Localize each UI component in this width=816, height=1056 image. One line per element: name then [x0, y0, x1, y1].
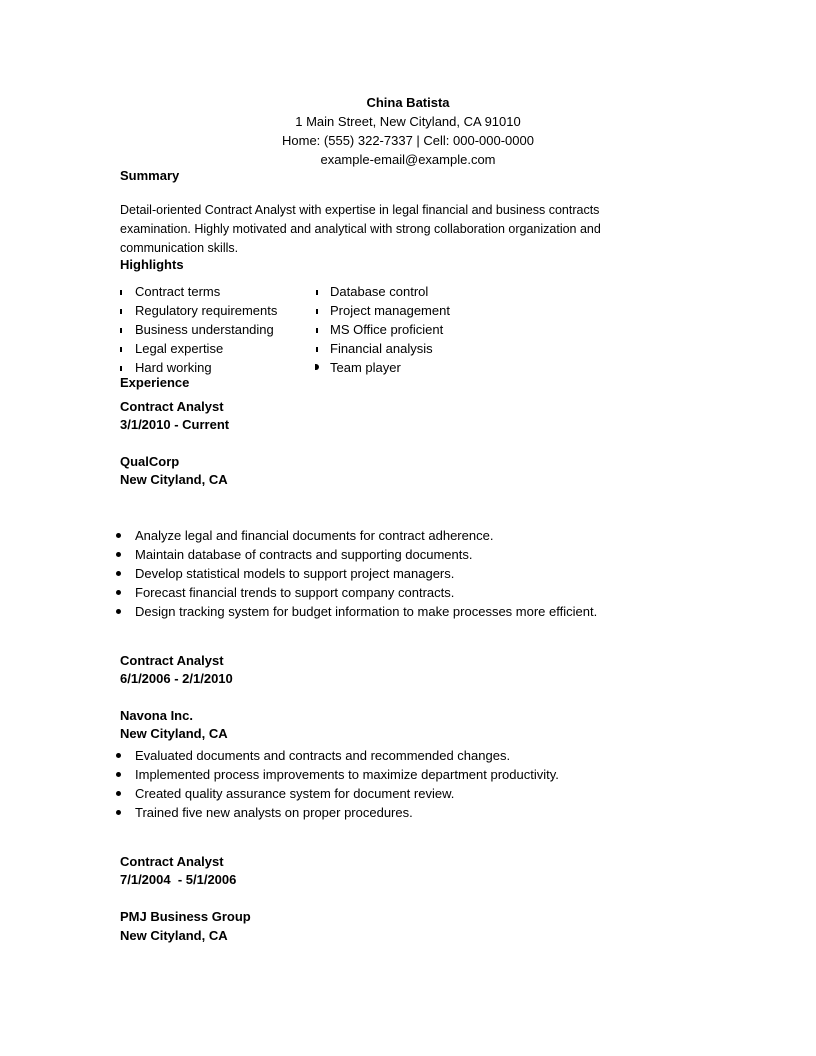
bullet-icon [120, 366, 122, 371]
company-name: Navona Inc. [120, 708, 193, 723]
bullet-icon [116, 533, 121, 538]
bullet-icon [316, 328, 318, 333]
bullet-icon [316, 347, 318, 352]
bullet-icon [116, 571, 121, 576]
bullet-icon [120, 309, 122, 314]
job-duty: Design tracking system for budget information to make processes more efficient. [135, 604, 598, 619]
bullet-icon [116, 810, 121, 815]
bullet-icon [116, 609, 121, 614]
email: example-email@example.com [320, 152, 496, 167]
summary-paragraph [120, 201, 660, 258]
job-duty: Evaluated documents and contracts and recommended changes. [135, 748, 511, 763]
job-duty: Develop statistical models to support project managers. [135, 566, 455, 581]
company-location: New Cityland, CA [120, 472, 228, 487]
highlight-item: Contract terms [135, 284, 221, 299]
job-title: Contract Analyst [120, 653, 224, 668]
job-dates: 3/1/2010 - Current [120, 417, 230, 432]
job-duty: Created quality assurance system for document review. [135, 786, 455, 801]
highlight-item: Business understanding [135, 322, 274, 337]
bullet-icon [116, 772, 121, 777]
address: 1 Main Street, New Cityland, CA 91010 [295, 114, 521, 129]
summary-heading: Summary [120, 168, 180, 183]
highlight-item: MS Office proficient [330, 322, 444, 337]
company-location: New Cityland, CA [120, 726, 228, 741]
highlight-item: Hard working [135, 360, 212, 375]
bullet-icon [116, 552, 121, 557]
company-name: QualCorp [120, 454, 180, 469]
bullet-icon [120, 290, 122, 295]
summary-line: communication skills. [120, 241, 239, 255]
job-duty: Trained five new analysts on proper procedures. [135, 805, 413, 820]
company-name: PMJ Business Group [120, 909, 251, 924]
job-duty: Analyze legal and financial documents for contract adherence. [135, 528, 494, 543]
bullet-icon [316, 290, 318, 295]
bullet-icon [116, 590, 121, 595]
bullet-icon [116, 791, 121, 796]
job-duty: Forecast financial trends to support company contracts. [135, 585, 455, 600]
summary-line: Detail-oriented Contract Analyst with expertise in legal financial and business contracts [120, 203, 600, 217]
bullet-icon [316, 309, 318, 314]
highlight-item: Financial analysis [330, 341, 433, 356]
phone-numbers: Home: (555) 322-7337 | Cell: 000-000-0000 [282, 133, 534, 148]
bullet-icon [315, 364, 319, 370]
job-duty: Implemented process improvements to maximize department productivity. [135, 767, 559, 782]
bullet-icon [116, 753, 121, 758]
candidate-name: China Batista [366, 95, 450, 110]
summary-line: examination. Highly motivated and analytical with strong collaboration organization and [120, 222, 601, 236]
highlight-item: Project management [330, 303, 450, 318]
job-title: Contract Analyst [120, 399, 224, 414]
experience-heading: Experience [120, 375, 190, 390]
job-duty: Maintain database of contracts and supporting documents. [135, 547, 473, 562]
job-dates: 7/1/2004 - 5/1/2006 [120, 872, 237, 887]
highlight-item: Regulatory requirements [135, 303, 278, 318]
job-title: Contract Analyst [120, 854, 224, 869]
highlight-item: Database control [330, 284, 429, 299]
company-location: New Cityland, CA [120, 928, 228, 943]
bullet-icon [120, 347, 122, 352]
highlight-item: Legal expertise [135, 341, 224, 356]
bullet-icon [120, 328, 122, 333]
highlight-item: Team player [330, 360, 401, 375]
highlights-heading: Highlights [120, 257, 184, 272]
job-dates: 6/1/2006 - 2/1/2010 [120, 671, 233, 686]
